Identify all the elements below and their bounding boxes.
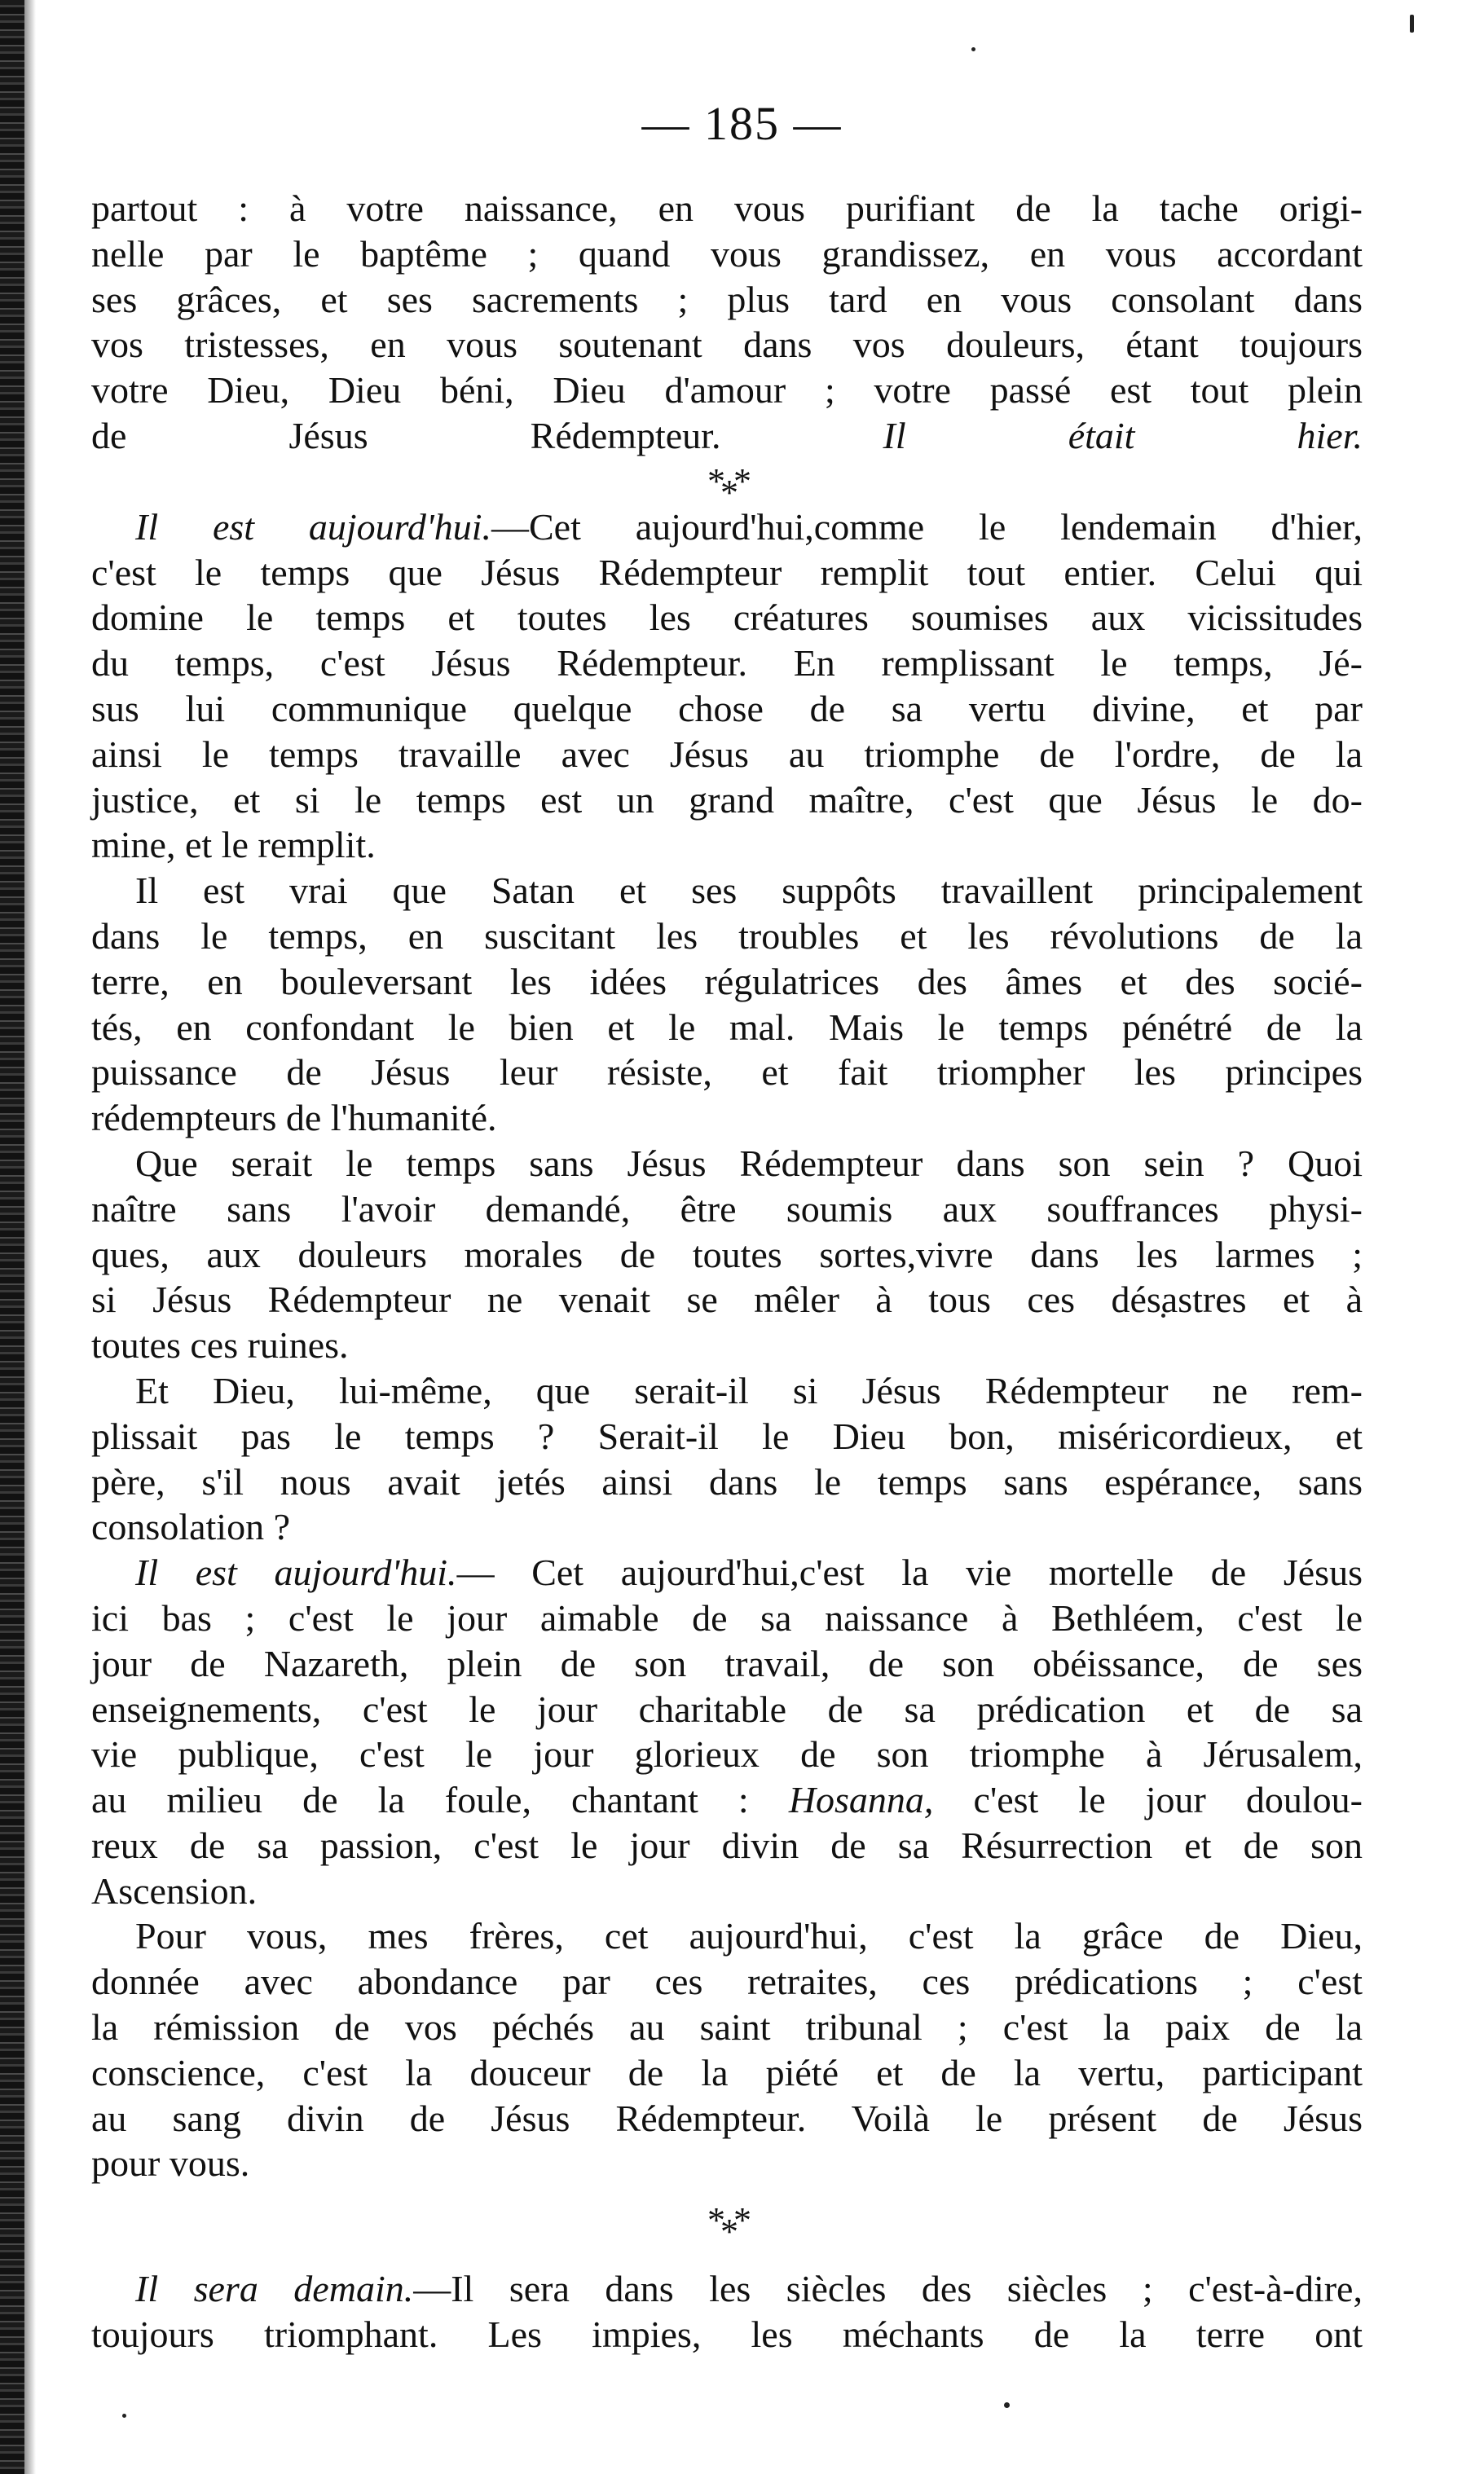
asterisk: * [733,460,746,501]
text-line: tés, en confondant le bien et le mal. Mais le temps pénétré de la [91,1006,1363,1048]
print-speck [971,47,975,51]
paragraph [91,1368,1363,1550]
text-line: donnée avec abondance par ces retraites, ces prédications ; c'est [91,1961,1363,2003]
text-line: dans le temps, en suscitant les troubles et les révolutions de la [91,914,1363,957]
asterism-separator [91,2198,1363,2252]
binding-shadow [24,0,36,2474]
text-fragment: — Cet aujourd'hui,c'est la vie mortelle de Jésus [456,1552,1363,1594]
text-line [91,413,1363,459]
text-line: Ascension. [91,1869,258,1912]
text-line: plissait pas le temps ? Serait-il le Dieu bon, miséricordieux, et [91,1415,1363,1457]
text-line: Il est vrai que Satan et ses suppôts travaillent principalement [135,869,1363,912]
text-line: ici bas ; c'est le jour aimable de sa naissance à Bethléem, c'est le [91,1596,1363,1639]
text-line: vos tristesses, en vous soutenant dans vos douleurs, étant toujours [91,324,1363,366]
print-speck [1004,2402,1010,2408]
paragraph [91,2266,1363,2357]
paragraph [91,868,1363,1141]
text-line: nelle par le baptême ; quand vous grandissez, en vous accordant [91,232,1363,275]
text-line: c'est le temps que Jésus Rédempteur remplit tout entier. Celui qui [91,551,1363,593]
text-line: ses grâces, et ses sacrements ; plus tard en vous consolant dans [91,278,1363,320]
text-line [91,2266,1363,2312]
text-line [91,1550,1363,1596]
text-line: terre, en bouleversant les idées régulatrices des âmes et des socié- [91,960,1363,1002]
text-fragment: au milieu de la foule, chantant : [91,1779,749,1821]
text-line: votre Dieu, Dieu béni, Dieu d'amour ; votre passé est tout plein [91,369,1363,412]
text-line: justice, et si le temps est un grand maître, c'est que Jésus le do- [91,778,1363,821]
print-speck [1410,15,1414,33]
book-binding-edge [0,0,24,2474]
text-line: père, s'il nous avait jetés ainsi dans le temps sans espérance, sans [91,1460,1363,1503]
text-line: ainsi le temps travaille avec Jésus au triomphe de l'ordre, de la [91,733,1363,775]
asterisk: * [707,2200,720,2241]
text-line: du temps, c'est Jésus Rédempteur. En remplissant le temps, Jé- [91,642,1363,685]
paragraph [91,1141,1363,1368]
page-number: — 185 — [641,97,843,150]
italic-lead: Il est aujourd'hui. [135,1552,457,1594]
italic-phrase: Il était hier. [883,414,1363,456]
text-fragment: —Il sera dans les siècles des siècles ; c'est-à-dire, [413,2268,1363,2310]
paragraph [91,186,1363,459]
text-line: pour vous. [91,2142,250,2185]
paragraph [91,1550,1363,1913]
italic-lead: Il est aujourd'hui. [135,505,491,548]
paragraph [91,504,1363,868]
text-line: domine le temps et toutes les créatures soumises aux vicissitudes [91,596,1363,639]
text-line: au sang divin de Jésus Rédempteur. Voilà le présent de Jésus [91,2097,1363,2139]
text-line: partout : à votre naissance, en vous purifiant de la tache origi- [91,187,1363,229]
text-fragment: c'est le jour doulou- [973,1779,1363,1821]
text-line: ques, aux douleurs morales de toutes sortes,vivre dans les larmes ; [91,1233,1363,1275]
text-line: rédempteurs de l'humanité. [91,1097,497,1139]
text-line: jour de Nazareth, plein de son travail, de son obéissance, de ses [91,1642,1363,1684]
text-line: Pour vous, mes frères, cet aujourd'hui, c'est la grâce de Dieu, [135,1915,1363,1957]
text-line: si Jésus Rédempteur ne venait se mêler à tous ces désastres et à [91,1279,1363,1321]
asterisk: * [720,2212,733,2252]
asterisk: * [707,460,720,501]
text-line: puissance de Jésus leur résiste, et fait triompher les principes [91,1051,1363,1094]
text-line: consolation ? [91,1506,290,1548]
page-body [91,186,1363,2357]
text-line [91,1777,1363,1823]
text-line: toutes ces ruines. [91,1324,349,1367]
italic-word: Hosanna, [788,1779,934,1821]
asterisk: * [733,2200,746,2241]
text-line: mine, et le remplit. [91,824,376,866]
text-line: reux de sa passion, c'est le jour divin de sa Résurrection et de son [91,1824,1363,1866]
text-line: naître sans l'avoir demandé, être soumis aux souffrances physi- [91,1187,1363,1230]
text-line: Que serait le temps sans Jésus Rédempteur dans son sein ? Quoi [135,1142,1363,1184]
text-line: enseignements, c'est le jour charitable de sa prédication et de sa [91,1688,1363,1730]
italic-lead: Il sera demain. [135,2268,414,2310]
text-line: conscience, c'est la douceur de la piété et de la vertu, participant [91,2051,1363,2093]
text-line: la rémission de vos péchés au saint tribunal ; c'est la paix de la [91,2006,1363,2049]
text-line: Et Dieu, lui-même, que serait-il si Jésus Rédempteur ne rem- [135,1369,1363,1411]
text-fragment: de Jésus Rédempteur. [91,414,721,456]
paragraph [91,1913,1363,2186]
print-speck [122,2414,126,2418]
text-line: vie publique, c'est le jour glorieux de son triomphe à Jérusalem, [91,1733,1363,1776]
text-fragment: —Cet aujourd'hui,comme le lendemain d'hier, [491,505,1363,548]
asterisk: * [720,472,733,513]
text-line: sus lui communique quelque chose de sa vertu divine, et par [91,687,1363,729]
asterism-separator [91,459,1363,513]
text-line: toujours triomphant. Les impies, les méchants de la terre ont [91,2313,1363,2356]
